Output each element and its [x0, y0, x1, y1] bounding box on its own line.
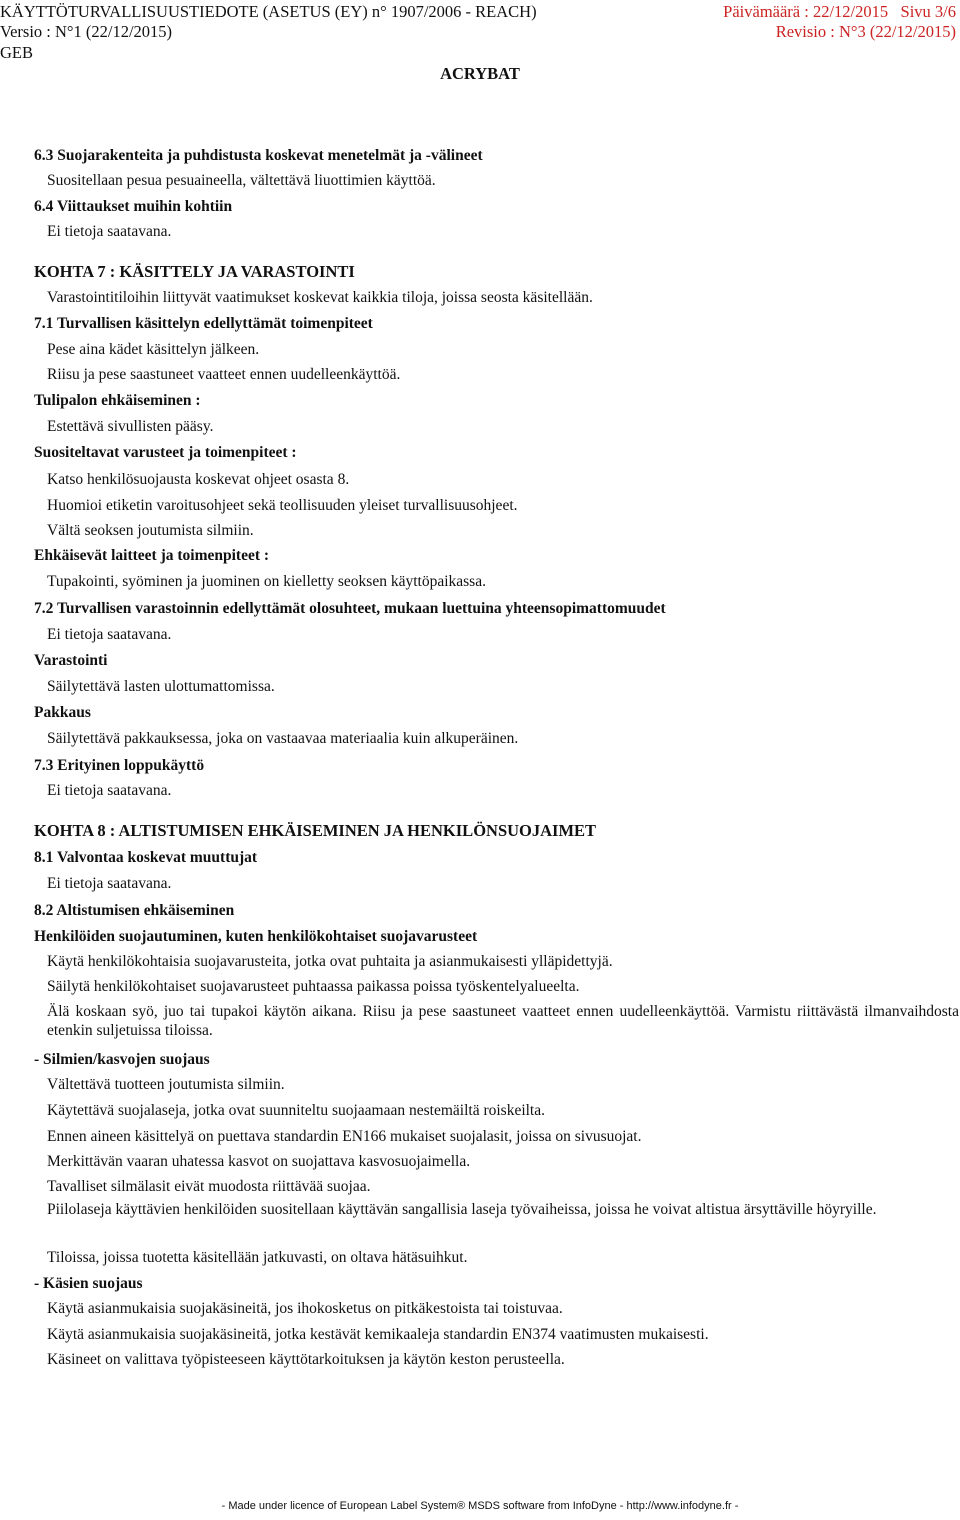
paragraph: Ei tietoja saatavana.: [47, 626, 172, 643]
subsection-heading: Ehkäisevät laitteet ja toimenpiteet :: [34, 547, 270, 564]
paragraph: Säilytettävä pakkauksessa, joka on vastaavaa materiaalia kuin alkuperäinen.: [47, 730, 519, 747]
doc-code: GEB: [0, 43, 33, 62]
paragraph: Piilolaseja käyttävien henkilöiden suositellaan käyttävän sangallisia laseja työvaiheissa, joissa he voivat altistua ärsyttäville höyryille.: [47, 1201, 877, 1218]
paragraph: Säilytä henkilökohtaiset suojavarusteet puhtaassa paikassa poissa työskentelyalueelta.: [47, 978, 580, 995]
subsection-heading: Henkilöiden suojautuminen, kuten henkilökohtaiset suojavarusteet: [34, 928, 478, 945]
section-heading: 6.3 Suojarakenteita ja puhdistusta koskevat menetelmät ja -välineet: [34, 147, 483, 164]
doc-revision: Revisio : N°3 (22/12/2015): [775, 22, 956, 41]
paragraph: Ennen aineen käsittelyä on puettava standardin EN166 mukaiset suojalasit, joissa on sivusuojat.: [47, 1128, 642, 1145]
paragraph: Riisu ja pese saastuneet vaatteet ennen uudelleenkäyttöä.: [47, 366, 401, 383]
paragraph: Katso henkilösuojausta koskevat ohjeet osasta 8.: [47, 471, 350, 488]
doc-title: KÄYTTÖTURVALLISUUSTIEDOTE (ASETUS (EY) n° 1907/2006 - REACH): [0, 2, 537, 21]
paragraph: Tupakointi, syöminen ja juominen on kielletty seoksen käyttöpaikassa.: [47, 573, 486, 590]
paragraph: Käsineet on valittava työpisteeseen käyttötarkoituksen ja käytön keston perusteella.: [47, 1351, 565, 1368]
company-name: ACRYBAT: [440, 64, 520, 83]
page-footer: - Made under licence of European Label System® MSDS software from InfoDyne - http://www.infodyne.fr -: [221, 1500, 739, 1512]
paragraph: Ei tietoja saatavana.: [47, 223, 172, 240]
paragraph: Käytä asianmukaisia suojakäsineitä, jotka kestävät kemikaaleja standardin EN374 vaatimusten mukaisesti.: [47, 1326, 709, 1343]
paragraph: Ei tietoja saatavana.: [47, 875, 172, 892]
paragraph: Pese aina kädet käsittelyn jälkeen.: [47, 341, 260, 358]
subsection-heading: Varastointi: [34, 652, 108, 669]
paragraph: Ei tietoja saatavana.: [47, 782, 172, 799]
paragraph: Varastointitiloihin liittyvät vaatimukset koskevat kaikkia tiloja, joissa seosta käsitellään.: [47, 289, 593, 306]
paragraph: Huomioi etiketin varoitusohjeet sekä teollisuuden yleiset turvallisuusohjeet.: [47, 497, 518, 514]
paragraph: Vältä seoksen joutumista silmiin.: [47, 522, 254, 539]
subsection-heading: Pakkaus: [34, 704, 91, 721]
section-heading: 6.4 Viittaukset muihin kohtiin: [34, 198, 233, 215]
section-heading: 8.2 Altistumisen ehkäiseminen: [34, 902, 235, 919]
subsection-heading: - Käsien suojaus: [34, 1275, 143, 1292]
paragraph: Tavalliset silmälasit eivät muodosta riittävää suojaa.: [47, 1178, 371, 1195]
section-heading: 7.1 Turvallisen käsittelyn edellyttämät toimenpiteet: [34, 315, 373, 332]
date-page-group: [723, 2, 956, 22]
paragraph: Merkittävän vaaran uhatessa kasvot on suojattava kasvosuojaimella.: [47, 1153, 471, 1170]
paragraph: Käytä asianmukaisia suojakäsineitä, jos ihokosketus on pitkäkestoista tai toistuvaa.: [47, 1300, 563, 1317]
doc-date: Päivämäärä : 22/12/2015: [723, 2, 889, 21]
paragraph: Älä koskaan syö, juo tai tupakoi käytön aikana. Riisu ja pese saastuneet vaatteet ennen uudelleenkäyttöä. Varmistu riittävästä ilmanvaihdosta etenkin suljetuissa tiloissa.: [47, 1003, 959, 1039]
paragraph: Estettävä sivullisten pääsy.: [47, 418, 214, 435]
section-heading: 7.2 Turvallisen varastoinnin edellyttämät olosuhteet, mukaan luettuina yhteensopimattomuudet: [34, 600, 666, 617]
page-number: Sivu 3/6: [900, 2, 956, 21]
doc-version: Versio : N°1 (22/12/2015): [0, 22, 173, 41]
paragraph: Vältettävä tuotteen joutumista silmiin.: [47, 1076, 285, 1093]
subsection-heading: - Silmien/kasvojen suojaus: [34, 1051, 210, 1068]
paragraph: Käytä henkilökohtaisia suojavarusteita, jotka ovat puhtaita ja asianmukaisesti ylläpidettyjä.: [47, 953, 613, 970]
section-heading: 8.1 Valvontaa koskevat muuttujat: [34, 849, 258, 866]
chapter-heading: KOHTA 8 : ALTISTUMISEN EHKÄISEMINEN JA HENKILÖNSUOJAIMET: [34, 821, 597, 840]
paragraph: Säilytettävä lasten ulottumattomissa.: [47, 678, 275, 695]
subsection-heading: Tulipalon ehkäiseminen :: [34, 392, 201, 409]
paragraph: Suositellaan pesua pesuaineella, vältettävä liuottimien käyttöä.: [47, 172, 436, 189]
subsection-heading: Suositeltavat varusteet ja toimenpiteet :: [34, 444, 297, 461]
section-heading: 7.3 Erityinen loppukäyttö: [34, 757, 205, 774]
paragraph: Käytettävä suojalaseja, jotka ovat suunniteltu suojaamaan nestemäiltä roiskeilta.: [47, 1102, 545, 1119]
chapter-heading: KOHTA 7 : KÄSITTELY JA VARASTOINTI: [34, 262, 355, 281]
paragraph: Tiloissa, joissa tuotetta käsitellään jatkuvasti, on oltava hätäsuihkut.: [47, 1249, 468, 1266]
